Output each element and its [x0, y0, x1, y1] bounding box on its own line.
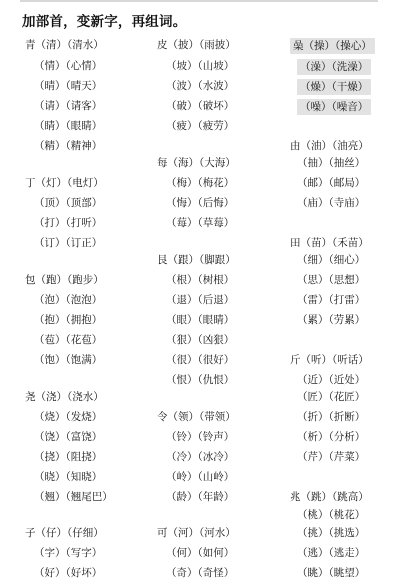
word-item: （坡）（山坡）: [166, 60, 235, 72]
word-item: （何）（如何）: [166, 547, 235, 559]
word-item: 兆（跳）（跳高）: [290, 491, 369, 503]
word-item: 尧（浇）（浇水）: [25, 391, 104, 403]
word-item: （梅）（梅花）: [166, 177, 235, 189]
word-item: （澡）（洗澡）: [297, 59, 371, 75]
word-item: （奇）（奇怪）: [166, 567, 235, 579]
word-item: （睛）（眼睛）: [34, 120, 103, 132]
word-item: （龄）（年龄）: [166, 491, 235, 503]
word-item: （晓）（知晓）: [34, 471, 103, 483]
word-item: 丁（灯）（电灯）: [25, 177, 104, 189]
word-item: （挠）（阻挠）: [34, 451, 103, 463]
word-item: 田（苗）（禾苗）: [290, 237, 369, 249]
word-item: （精）（精神）: [34, 140, 103, 152]
word-item: （字）（写字）: [34, 547, 103, 559]
word-item: （翘）（翘尾巴）: [34, 491, 113, 503]
word-item: （订）（订正）: [34, 237, 103, 249]
word-item: （细）（细心）: [297, 254, 366, 266]
word-item: 皮（披）（雨披）: [157, 39, 236, 51]
word-item: 由（油）（油亮）: [290, 140, 369, 152]
word-item: （累）（劳累）: [297, 314, 366, 326]
word-item: （岭）（山岭）: [166, 471, 235, 483]
word-item: （打）（打听）: [34, 217, 103, 229]
word-item: （苞）（花苞）: [34, 334, 103, 346]
word-item: （泡）（泡泡）: [34, 294, 103, 306]
word-item: （根）（树根）: [166, 274, 235, 286]
word-item: （抱）（拥抱）: [34, 314, 103, 326]
word-item: 艮（跟）（脚跟）: [157, 254, 236, 266]
word-item: （请）（请客）: [34, 100, 103, 112]
word-item: （很）（很好）: [166, 354, 235, 366]
word-item: （狠）（凶狠）: [166, 334, 235, 346]
word-item: （匠）（花匠）: [297, 391, 366, 403]
word-item: （波）（水波）: [166, 80, 235, 92]
word-item: 每（海）（大海）: [157, 157, 236, 169]
word-item: （饱）（饱满）: [34, 354, 103, 366]
word-item: 子（仔）（仔细）: [25, 527, 104, 539]
word-item: （烧）（发烧）: [34, 411, 103, 423]
word-item: （晴）（晴天）: [34, 80, 103, 92]
word-item: （破）（破坏）: [166, 100, 235, 112]
word-item: 包（跑）（跑步）: [25, 274, 104, 286]
word-item: （疲）（疲劳）: [166, 120, 235, 132]
word-item: （庙）（寺庙）: [297, 197, 366, 209]
word-item: （恨）（仇恨）: [166, 374, 235, 386]
word-item: （折）（折断）: [297, 411, 366, 423]
word-item: （逃）（逃走）: [297, 547, 366, 559]
word-item: （思）（思想）: [297, 274, 366, 286]
word-item: （顶）（顶部）: [34, 197, 103, 209]
exercise-title: 加部首，变新字，再组词。: [22, 14, 187, 30]
word-item: （析）（分析）: [297, 431, 366, 443]
word-item: （铃）（铃声）: [166, 431, 235, 443]
word-item: （芹）（芹菜）: [297, 451, 366, 463]
word-item: 青（清）（清水）: [25, 39, 104, 51]
word-item: （邮）（邮局）: [297, 177, 366, 189]
word-item: 喿（操）（操心）: [290, 38, 375, 54]
word-item: （燥）（干燥）: [297, 79, 371, 95]
word-item: （挑）（挑选）: [297, 527, 366, 539]
word-item: （眼）（眼睛）: [166, 314, 235, 326]
word-item: 可（河）（河水）: [157, 527, 236, 539]
word-item: （好）（好坏）: [34, 567, 103, 579]
word-item: （冷）（冰冷）: [166, 451, 235, 463]
word-item: （雷）（打雷）: [297, 294, 366, 306]
word-item: （抽）（抽丝）: [297, 157, 366, 169]
word-item: 斤（听）（听话）: [290, 354, 369, 366]
word-item: （桃）（桃花）: [297, 509, 366, 521]
word-item: （眺）（眺望）: [297, 567, 366, 579]
word-item: （情）（心情）: [34, 60, 103, 72]
word-item: （退）（后退）: [166, 294, 235, 306]
word-item: （莓）（草莓）: [166, 217, 235, 229]
word-item: （噪）（噪音）: [297, 99, 371, 115]
word-item: （饶）（富饶）: [34, 431, 103, 443]
word-item: （近）（近处）: [297, 374, 366, 386]
top-divider: [20, 0, 378, 2]
word-item: 令（领）（带领）: [157, 411, 236, 423]
word-item: （悔）（后悔）: [166, 197, 235, 209]
